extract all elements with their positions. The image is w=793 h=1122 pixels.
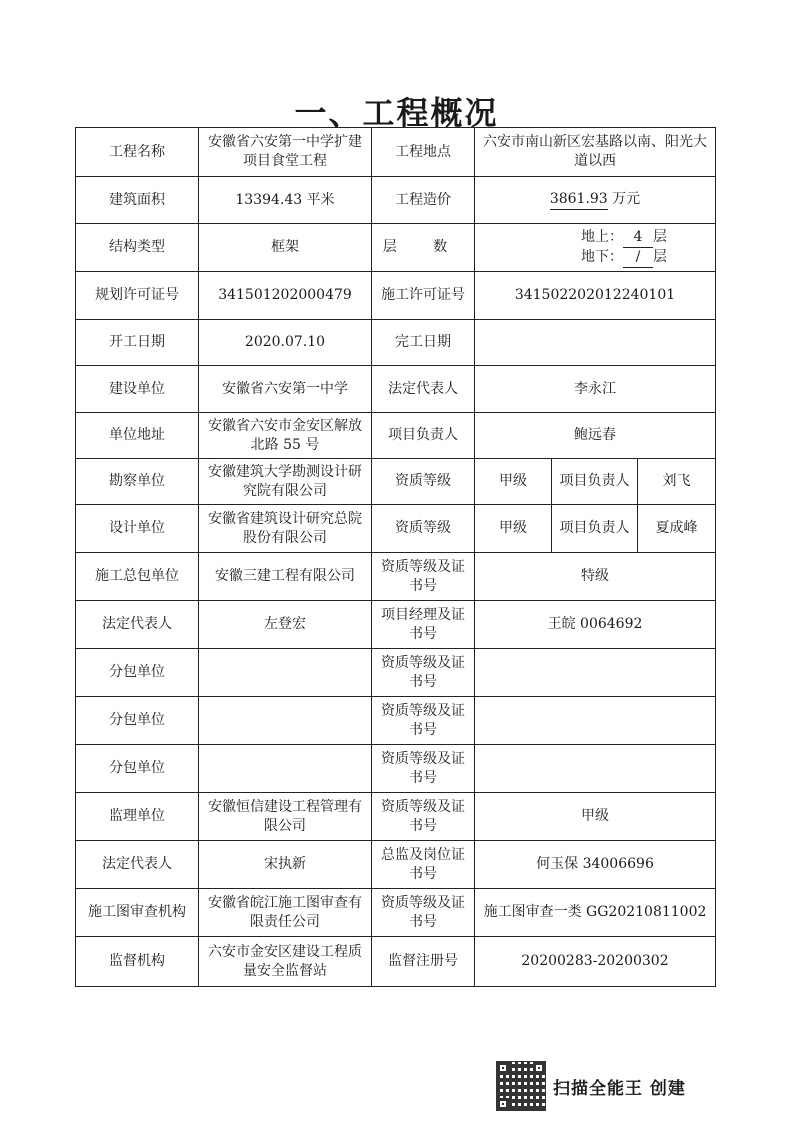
subcontractor-grade-label: 资质等级及证书号	[372, 745, 475, 793]
contractor-grade-value: 特级	[475, 553, 716, 601]
below-ground-value: /	[623, 248, 653, 268]
design-lead-value: 夏成峰	[638, 505, 716, 553]
owner-unit-value: 安徽省六安第一中学	[199, 366, 372, 413]
table-row	[76, 366, 716, 413]
supervision-agency-label: 监督机构	[76, 937, 199, 987]
supervisor-representative-label: 法定代表人	[76, 841, 199, 889]
table-row	[76, 793, 716, 841]
supervision-registration-label: 监督注册号	[372, 937, 475, 987]
supervision-registration-value: 20200283-20200302	[475, 937, 716, 987]
unit-address-label: 单位地址	[76, 413, 199, 459]
planning-permit-value: 341501202000479	[199, 272, 372, 320]
chief-supervisor-value: 何玉保 34006696	[475, 841, 716, 889]
table-row	[76, 841, 716, 889]
supervisor-unit-value: 安徽恒信建设工程管理有限公司	[199, 793, 372, 841]
construction-permit-label: 施工许可证号	[372, 272, 475, 320]
planning-permit-label: 规划许可证号	[76, 272, 199, 320]
unit-address-value: 安徽省六安市金安区解放北路 55 号	[199, 413, 372, 459]
survey-grade-label: 资质等级	[372, 459, 475, 505]
above-ground-label: 地上：	[581, 228, 623, 245]
survey-lead-value: 刘飞	[638, 459, 716, 505]
drawing-review-grade-value: 施工图审查一类 GG20210811002	[475, 889, 716, 937]
below-ground-label: 地下：	[581, 248, 623, 265]
table-row	[76, 553, 716, 601]
project-cost-value: 3861.93	[550, 190, 608, 210]
table-row	[76, 459, 716, 505]
owner-project-lead-label: 项目负责人	[372, 413, 475, 459]
subcontractor-grade-label: 资质等级及证书号	[372, 649, 475, 697]
design-grade-value: 甲级	[475, 505, 552, 553]
table-row	[76, 320, 716, 366]
drawing-review-value: 安徽省皖江施工图审查有限责任公司	[199, 889, 372, 937]
start-date-label: 开工日期	[76, 320, 199, 366]
building-area-value: 13394.43 平米	[199, 177, 372, 224]
owner-project-lead-value: 鲍远春	[475, 413, 716, 459]
contractor-representative-value: 左登宏	[199, 601, 372, 649]
survey-unit-label: 勘察单位	[76, 459, 199, 505]
table-row	[76, 272, 716, 320]
scanner-watermark-text: 扫描全能王 创建	[553, 1078, 686, 1099]
project-cost-cell	[475, 177, 716, 224]
construction-permit-value: 341502202012240101	[475, 272, 716, 320]
drawing-review-grade-label: 资质等级及证书号	[372, 889, 475, 937]
table-row	[76, 889, 716, 937]
table-row	[76, 697, 716, 745]
subcontractor-grade-label: 资质等级及证书号	[372, 697, 475, 745]
subcontractor-label: 分包单位	[76, 745, 199, 793]
project-location-label: 工程地点	[372, 128, 475, 177]
project-location-value: 六安市南山新区宏基路以南、阳光大道以西	[475, 128, 716, 177]
owner-representative-label: 法定代表人	[372, 366, 475, 413]
structure-type-label: 结构类型	[76, 224, 199, 272]
supervisor-grade-label: 资质等级及证书号	[372, 793, 475, 841]
table-row	[76, 413, 716, 459]
floors-label: 层 数	[372, 224, 475, 272]
subcontractor-grade-value	[475, 649, 716, 697]
owner-unit-label: 建设单位	[76, 366, 199, 413]
survey-unit-value: 安徽建筑大学勘测设计研究院有限公司	[199, 459, 372, 505]
table-row	[76, 601, 716, 649]
table-row	[76, 224, 716, 272]
drawing-review-label: 施工图审查机构	[76, 889, 199, 937]
table-row	[76, 937, 716, 987]
subcontractor-label: 分包单位	[76, 649, 199, 697]
supervision-agency-value: 六安市金安区建设工程质量安全监督站	[199, 937, 372, 987]
project-name-label: 工程名称	[76, 128, 199, 177]
table-row	[76, 649, 716, 697]
scanner-watermark	[497, 1060, 686, 1112]
start-date-value: 2020.07.10	[199, 320, 372, 366]
below-ground-unit: 层	[653, 248, 667, 265]
project-manager-value: 王皖 0064692	[475, 601, 716, 649]
project-manager-label: 项目经理及证书号	[372, 601, 475, 649]
supervisor-grade-value: 甲级	[475, 793, 716, 841]
design-lead-label: 项目负责人	[552, 505, 638, 553]
project-cost-unit: 万元	[612, 191, 641, 207]
contractor-label: 施工总包单位	[76, 553, 199, 601]
above-ground-value: 4	[623, 228, 653, 248]
completion-date-value	[475, 320, 716, 366]
survey-grade-value: 甲级	[475, 459, 552, 505]
design-unit-value: 安徽省建筑设计研究总院股份有限公司	[199, 505, 372, 553]
subcontractor-value	[199, 745, 372, 793]
page-title: 一、工程概况	[294, 94, 499, 132]
subcontractor-grade-value	[475, 697, 716, 745]
subcontractor-grade-value	[475, 745, 716, 793]
building-area-label: 建筑面积	[76, 177, 199, 224]
floors-cell	[475, 224, 716, 272]
qr-code-icon	[497, 1062, 545, 1110]
table-row	[76, 177, 716, 224]
project-name-value: 安徽省六安第一中学扩建项目食堂工程	[199, 128, 372, 177]
supervisor-unit-label: 监理单位	[76, 793, 199, 841]
structure-type-value: 框架	[199, 224, 372, 272]
design-grade-label: 资质等级	[372, 505, 475, 553]
subcontractor-value	[199, 697, 372, 745]
completion-date-label: 完工日期	[372, 320, 475, 366]
project-overview-table	[75, 127, 716, 987]
table-row	[76, 745, 716, 793]
chief-supervisor-label: 总监及岗位证书号	[372, 841, 475, 889]
survey-lead-label: 项目负责人	[552, 459, 638, 505]
supervisor-representative-value: 宋执新	[199, 841, 372, 889]
design-unit-label: 设计单位	[76, 505, 199, 553]
project-cost-label: 工程造价	[372, 177, 475, 224]
subcontractor-value	[199, 649, 372, 697]
contractor-representative-label: 法定代表人	[76, 601, 199, 649]
contractor-grade-label: 资质等级及证书号	[372, 553, 475, 601]
above-ground-unit: 层	[653, 228, 667, 245]
table-row	[76, 505, 716, 553]
table-row	[76, 128, 716, 177]
contractor-value: 安徽三建工程有限公司	[199, 553, 372, 601]
subcontractor-label: 分包单位	[76, 697, 199, 745]
owner-representative-value: 李永江	[475, 366, 716, 413]
